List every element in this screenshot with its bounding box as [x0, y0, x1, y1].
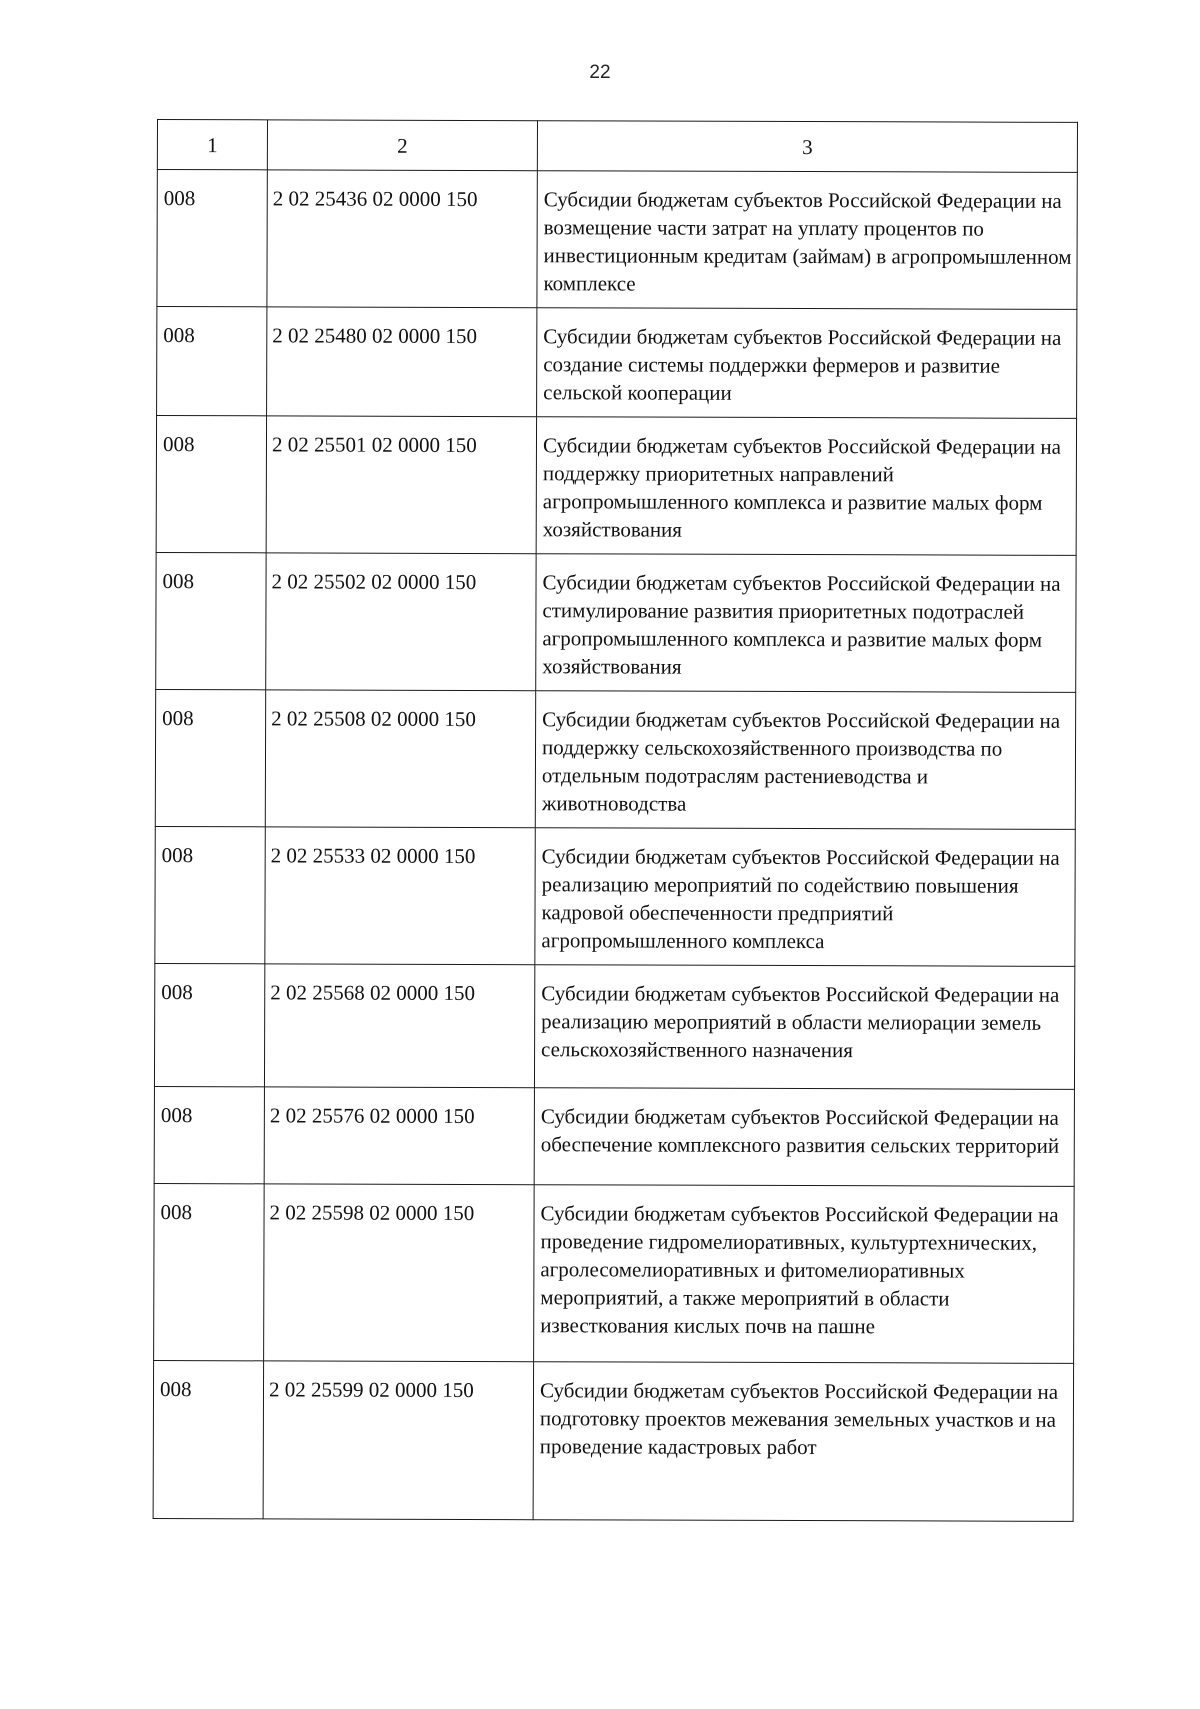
table-row	[156, 416, 1076, 556]
kbk-code-cell: 2 02 25508 02 0000 150	[265, 690, 535, 828]
kbk-code-cell: 2 02 25502 02 0000 150	[266, 553, 536, 691]
kbk-code-cell: 2 02 25436 02 0000 150	[267, 170, 537, 308]
table-row	[155, 826, 1075, 966]
header-row	[157, 120, 1077, 173]
column-header-3: 3	[537, 121, 1077, 173]
description-cell: Субсидии бюджетам субъектов Российской Федерации на реализацию мероприятий по содействию повышения кадровой обеспеченности предприятий агропромышленного комплекса	[535, 828, 1075, 967]
description-cell: Субсидии бюджетам субъектов Российской Федерации на реализацию мероприятий в области мелиорации земель сельскохозяйственного назначения	[534, 965, 1074, 1090]
table-row	[153, 1360, 1073, 1521]
kbk-code-cell: 2 02 25480 02 0000 150	[267, 307, 537, 417]
table-header	[157, 120, 1077, 173]
page-number: 22	[589, 62, 611, 83]
table-row	[157, 170, 1077, 310]
admin-code-cell: 008	[155, 826, 265, 963]
table-row	[154, 1086, 1074, 1186]
description-cell: Субсидии бюджетам субъектов Российской Федерации на поддержку приоритетных направлений агропромышленного комплекса и развитие малых форм хозяйствования	[536, 417, 1076, 556]
column-header-1: 1	[157, 120, 267, 170]
admin-code-cell: 008	[156, 416, 266, 553]
admin-code-cell: 008	[157, 170, 267, 307]
description-cell: Субсидии бюджетам субъектов Российской Федерации на создание системы поддержки фермеров и развитие сельской кооперации	[537, 308, 1077, 419]
table-row	[157, 307, 1077, 419]
kbk-code-cell: 2 02 25568 02 0000 150	[264, 964, 534, 1088]
description-cell: Субсидии бюджетам субъектов Российской Федерации на подготовку проектов межевания земельных участков и на проведение кадастровых работ	[533, 1362, 1073, 1522]
admin-code-cell: 008	[154, 1183, 265, 1360]
kbk-code-cell: 2 02 25598 02 0000 150	[264, 1184, 535, 1362]
admin-code-cell: 008	[154, 1086, 264, 1183]
admin-code-cell: 008	[154, 963, 264, 1086]
admin-code-cell: 008	[156, 552, 266, 689]
description-cell: Субсидии бюджетам субъектов Российской Федерации на возмещение части затрат на уплату процентов по инвестиционным кредитам (займам) в агропромышленном комплексе	[537, 171, 1077, 310]
kbk-code-cell: 2 02 25533 02 0000 150	[265, 827, 535, 965]
table-row	[156, 552, 1076, 692]
table-body	[153, 170, 1077, 1522]
budget-codes-table	[153, 119, 1078, 1522]
kbk-code-cell: 2 02 25576 02 0000 150	[264, 1087, 534, 1185]
description-cell: Субсидии бюджетам субъектов Российской Федерации на проведение гидромелиоративных, культуртехнических, агролесомелиоративных и фитомелиоративных мероприятий, а также мероприятий в области известкования кислых почв на пашне	[534, 1185, 1075, 1364]
admin-code-cell: 008	[153, 1360, 263, 1518]
description-cell: Субсидии бюджетам субъектов Российской Федерации на обеспечение комплексного развития сельских территорий	[534, 1088, 1074, 1187]
kbk-code-cell: 2 02 25501 02 0000 150	[266, 416, 536, 554]
table-row	[154, 1183, 1075, 1363]
column-header-2: 2	[267, 120, 537, 171]
table-row	[155, 689, 1075, 829]
admin-code-cell: 008	[157, 307, 267, 416]
admin-code-cell: 008	[155, 689, 265, 826]
description-cell: Субсидии бюджетам субъектов Российской Федерации на стимулирование развития приоритетных подотраслей агропромышленного комплекса и развитие малых форм хозяйствования	[536, 554, 1076, 693]
description-cell: Субсидии бюджетам субъектов Российской Федерации на поддержку сельскохозяйственного производства по отдельным подотраслям растениеводства и животноводства	[535, 691, 1075, 830]
kbk-code-cell: 2 02 25599 02 0000 150	[263, 1361, 533, 1520]
table-row	[154, 963, 1074, 1089]
